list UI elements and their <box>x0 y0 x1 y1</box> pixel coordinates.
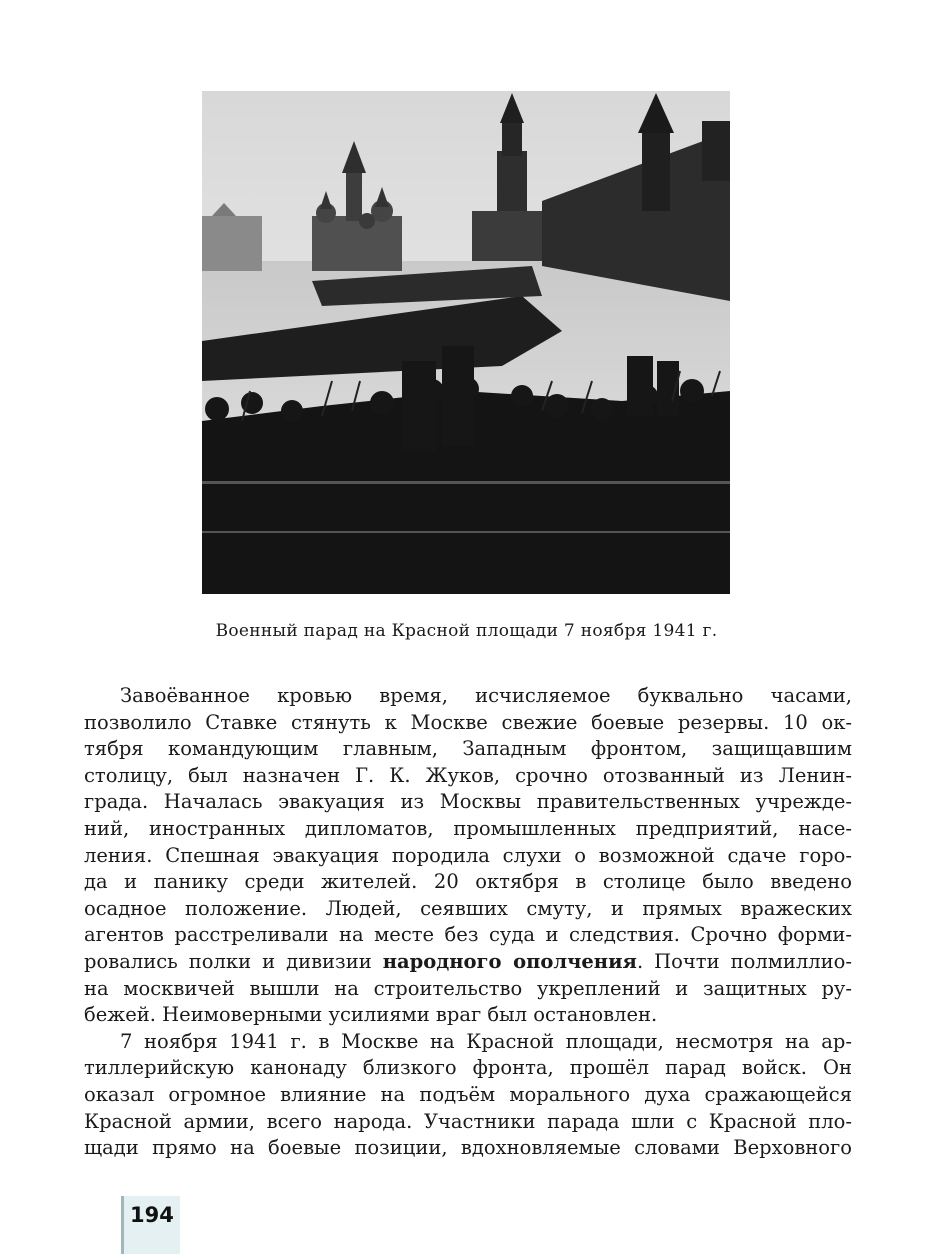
text-segment: ровались полки и дивизии <box>84 949 383 973</box>
text-line-with-term <box>84 949 852 976</box>
figure-caption: Военный парад на Красной площади 7 ноября 1941 г. <box>215 621 718 641</box>
text-line: Завоёванное кровью время, исчисляемое буквально часами, <box>120 684 852 707</box>
text-line: ний, иностранных дипломатов, промышленных предприятий, насе- <box>84 816 852 840</box>
text-line: тября командующим главным, Западным фронтом, защищавшим <box>84 737 852 761</box>
text-line: на москвичей вышли на строительство укреплений и защитных ру- <box>84 976 852 1000</box>
page-number: 194 <box>130 1203 174 1227</box>
text-line: ления. Спешная эвакуация породила слухи о возможной сдаче горо- <box>84 843 852 867</box>
text-line: оказал огромное влияние на подъём морального духа сражающейся <box>84 1082 852 1106</box>
text-line: Красной армии, всего народа. Участники парада шли с Красной пло- <box>84 1109 852 1133</box>
text-line: щади прямо на боевые позиции, вдохновляемые словами Верховного <box>84 1136 852 1160</box>
text-line: бежей. Неимоверными усилиями враг был остановлен. <box>84 1003 658 1027</box>
body-text <box>84 683 852 1162</box>
text-segment: . Почти полмиллио- <box>636 949 852 973</box>
parade-photo <box>202 91 730 594</box>
text-line: позволило Ставке стянуть к Москве свежие боевые резервы. 10 ок- <box>84 710 852 734</box>
text-line: столицу, был назначен Г. К. Жуков, срочно отозванный из Ленин- <box>84 763 852 787</box>
text-line: агентов расстреливали на месте без суда и следствия. Срочно форми- <box>84 923 852 947</box>
text-line: града. Началась эвакуация из Москвы правительственных учрежде- <box>84 790 852 814</box>
term-narodnoe-opolchenie: народного ополчения <box>382 949 637 973</box>
text-line: тиллерийскую канонаду близкого фронта, прошёл парад войск. Он <box>84 1056 852 1080</box>
text-line: 7 ноября 1941 г. в Москве на Красной площади, несмотря на ар- <box>120 1029 852 1053</box>
text-line: осадное положение. Людей, сеявших смуту, и прямых вражеских <box>84 896 852 920</box>
text-line: да и панику среди жителей. 20 октября в столице было введено <box>84 870 852 894</box>
